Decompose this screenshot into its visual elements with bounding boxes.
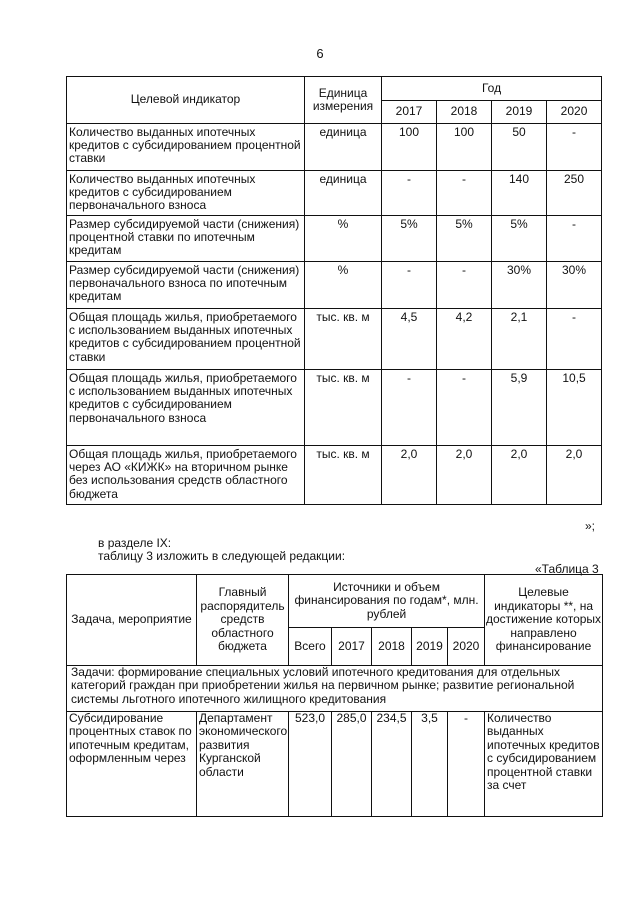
closing-quote: »; (585, 519, 596, 533)
table-row (67, 309, 602, 370)
indicator-header: Целевой индикатор (67, 77, 305, 124)
value-cell: - (437, 262, 492, 309)
total-value-cell: 523,0 (289, 712, 332, 817)
value-cell: 2,1 (492, 309, 547, 370)
table-row (67, 124, 602, 171)
year-2019-header: 2019 (492, 101, 547, 124)
manager-cell: Департамент экономического развития Курганской области (199, 712, 288, 779)
value-cell: 2,0 (492, 446, 547, 505)
value-cell: - (547, 124, 602, 171)
target-indicators-table (66, 76, 602, 505)
financing-table (66, 574, 603, 817)
year-2018-header: 2018 (372, 628, 412, 666)
page-number: 6 (316, 46, 324, 61)
unit-header: Единица измерения (305, 77, 382, 124)
value-cell: 2,0 (437, 446, 492, 505)
value-2020-cell: - (448, 712, 485, 817)
value-cell: - (382, 262, 437, 309)
table-row (67, 216, 602, 262)
value-cell: 10,5 (547, 370, 602, 446)
table-caption: «Таблица 3 (535, 562, 599, 576)
indicator-cell: Размер субсидируемой части (снижения) процентной ставки по ипотечным кредитам (67, 216, 305, 262)
year-2019-header: 2019 (412, 628, 448, 666)
value-cell: 5% (492, 216, 547, 262)
value-cell: 140 (492, 171, 547, 216)
indicator-cell: Общая площадь жилья, приобретаемого с использованием выданных ипотечных кредитов с субсидированием первоначального взноса (67, 370, 305, 446)
unit-cell: тыс. кв. м (305, 309, 382, 370)
value-cell: 5% (437, 216, 492, 262)
instruction-text: таблицу 3 изложить в следующей редакции: (98, 549, 346, 563)
value-cell: 4,2 (437, 309, 492, 370)
task-header: Задача, мероприятие (67, 575, 197, 666)
total-header: Всего (289, 628, 332, 666)
targets-header: Целевые индикаторы **, на достижение которых направлено финансирование (485, 575, 603, 666)
value-cell: - (437, 171, 492, 216)
year-2018-header: 2018 (437, 101, 492, 124)
value-cell: - (547, 216, 602, 262)
value-2017-cell: 285,0 (332, 712, 372, 817)
value-cell: 5% (382, 216, 437, 262)
indicator-cell: Количество выданных ипотечных кредитов с субсидированием процентной ставки (67, 124, 305, 171)
value-cell: - (547, 309, 602, 370)
year-2020-header: 2020 (448, 628, 485, 666)
unit-cell: % (305, 216, 382, 262)
indicator-cell: Общая площадь жилья, приобретаемого с использованием выданных ипотечных кредитов с субсидированием процентной ставки (67, 309, 305, 370)
value-2019-cell: 3,5 (412, 712, 448, 817)
value-cell: 250 (547, 171, 602, 216)
value-cell: 100 (382, 124, 437, 171)
indicator-cell: Общая площадь жилья, приобретаемого через АО «КИЖК» на вторичном рынке без использования средств областного бюджета (67, 446, 305, 505)
value-cell: 100 (437, 124, 492, 171)
year-2020-header: 2020 (547, 101, 602, 124)
value-cell: - (382, 171, 437, 216)
table-row (67, 171, 602, 216)
table-row (67, 712, 603, 817)
unit-cell: единица (305, 171, 382, 216)
table-row (67, 446, 602, 505)
value-cell: 5,9 (492, 370, 547, 446)
manager-header: Главный распорядитель средств областного бюджета (197, 575, 289, 666)
task-cell: Субсидирование процентных ставок по ипотечным кредитам, оформленным через (69, 712, 192, 766)
indicator-cell: Размер субсидируемой части (снижения) первоначального взноса по ипотечным кредитам (67, 262, 305, 309)
unit-cell: единица (305, 124, 382, 171)
value-cell: 30% (547, 262, 602, 309)
value-cell: 2,0 (382, 446, 437, 505)
year-2017-header: 2017 (382, 101, 437, 124)
value-cell: - (382, 370, 437, 446)
value-cell: 50 (492, 124, 547, 171)
indicator-cell: Количество выданных ипотечных кредитов с субсидированием первоначального взноса (67, 171, 305, 216)
unit-cell: тыс. кв. м (305, 370, 382, 446)
table-row (67, 370, 602, 446)
value-cell: - (437, 370, 492, 446)
unit-cell: тыс. кв. м (305, 446, 382, 505)
value-2018-cell: 234,5 (372, 712, 412, 817)
value-cell: 4,5 (382, 309, 437, 370)
year-2017-header: 2017 (332, 628, 372, 666)
sources-header: Источники и объем финансирования по годам*, млн. рублей (289, 575, 485, 628)
table-row (67, 262, 602, 309)
target-cell: Количество выданных ипотечных кредитов с субсидированием процентной ставки за счет (487, 712, 600, 793)
section-reference: в разделе IX: (98, 536, 172, 550)
unit-cell: % (305, 262, 382, 309)
year-header: Год (382, 77, 602, 101)
value-cell: 30% (492, 262, 547, 309)
tasks-description: Задачи: формирование специальных условий ипотечного кредитования для отдельных категорий граждан при приобретении жилья на первичном рынке; развитие региональной системы льготного ипотечного жилищного кредитования (67, 666, 603, 712)
value-cell: 2,0 (547, 446, 602, 505)
